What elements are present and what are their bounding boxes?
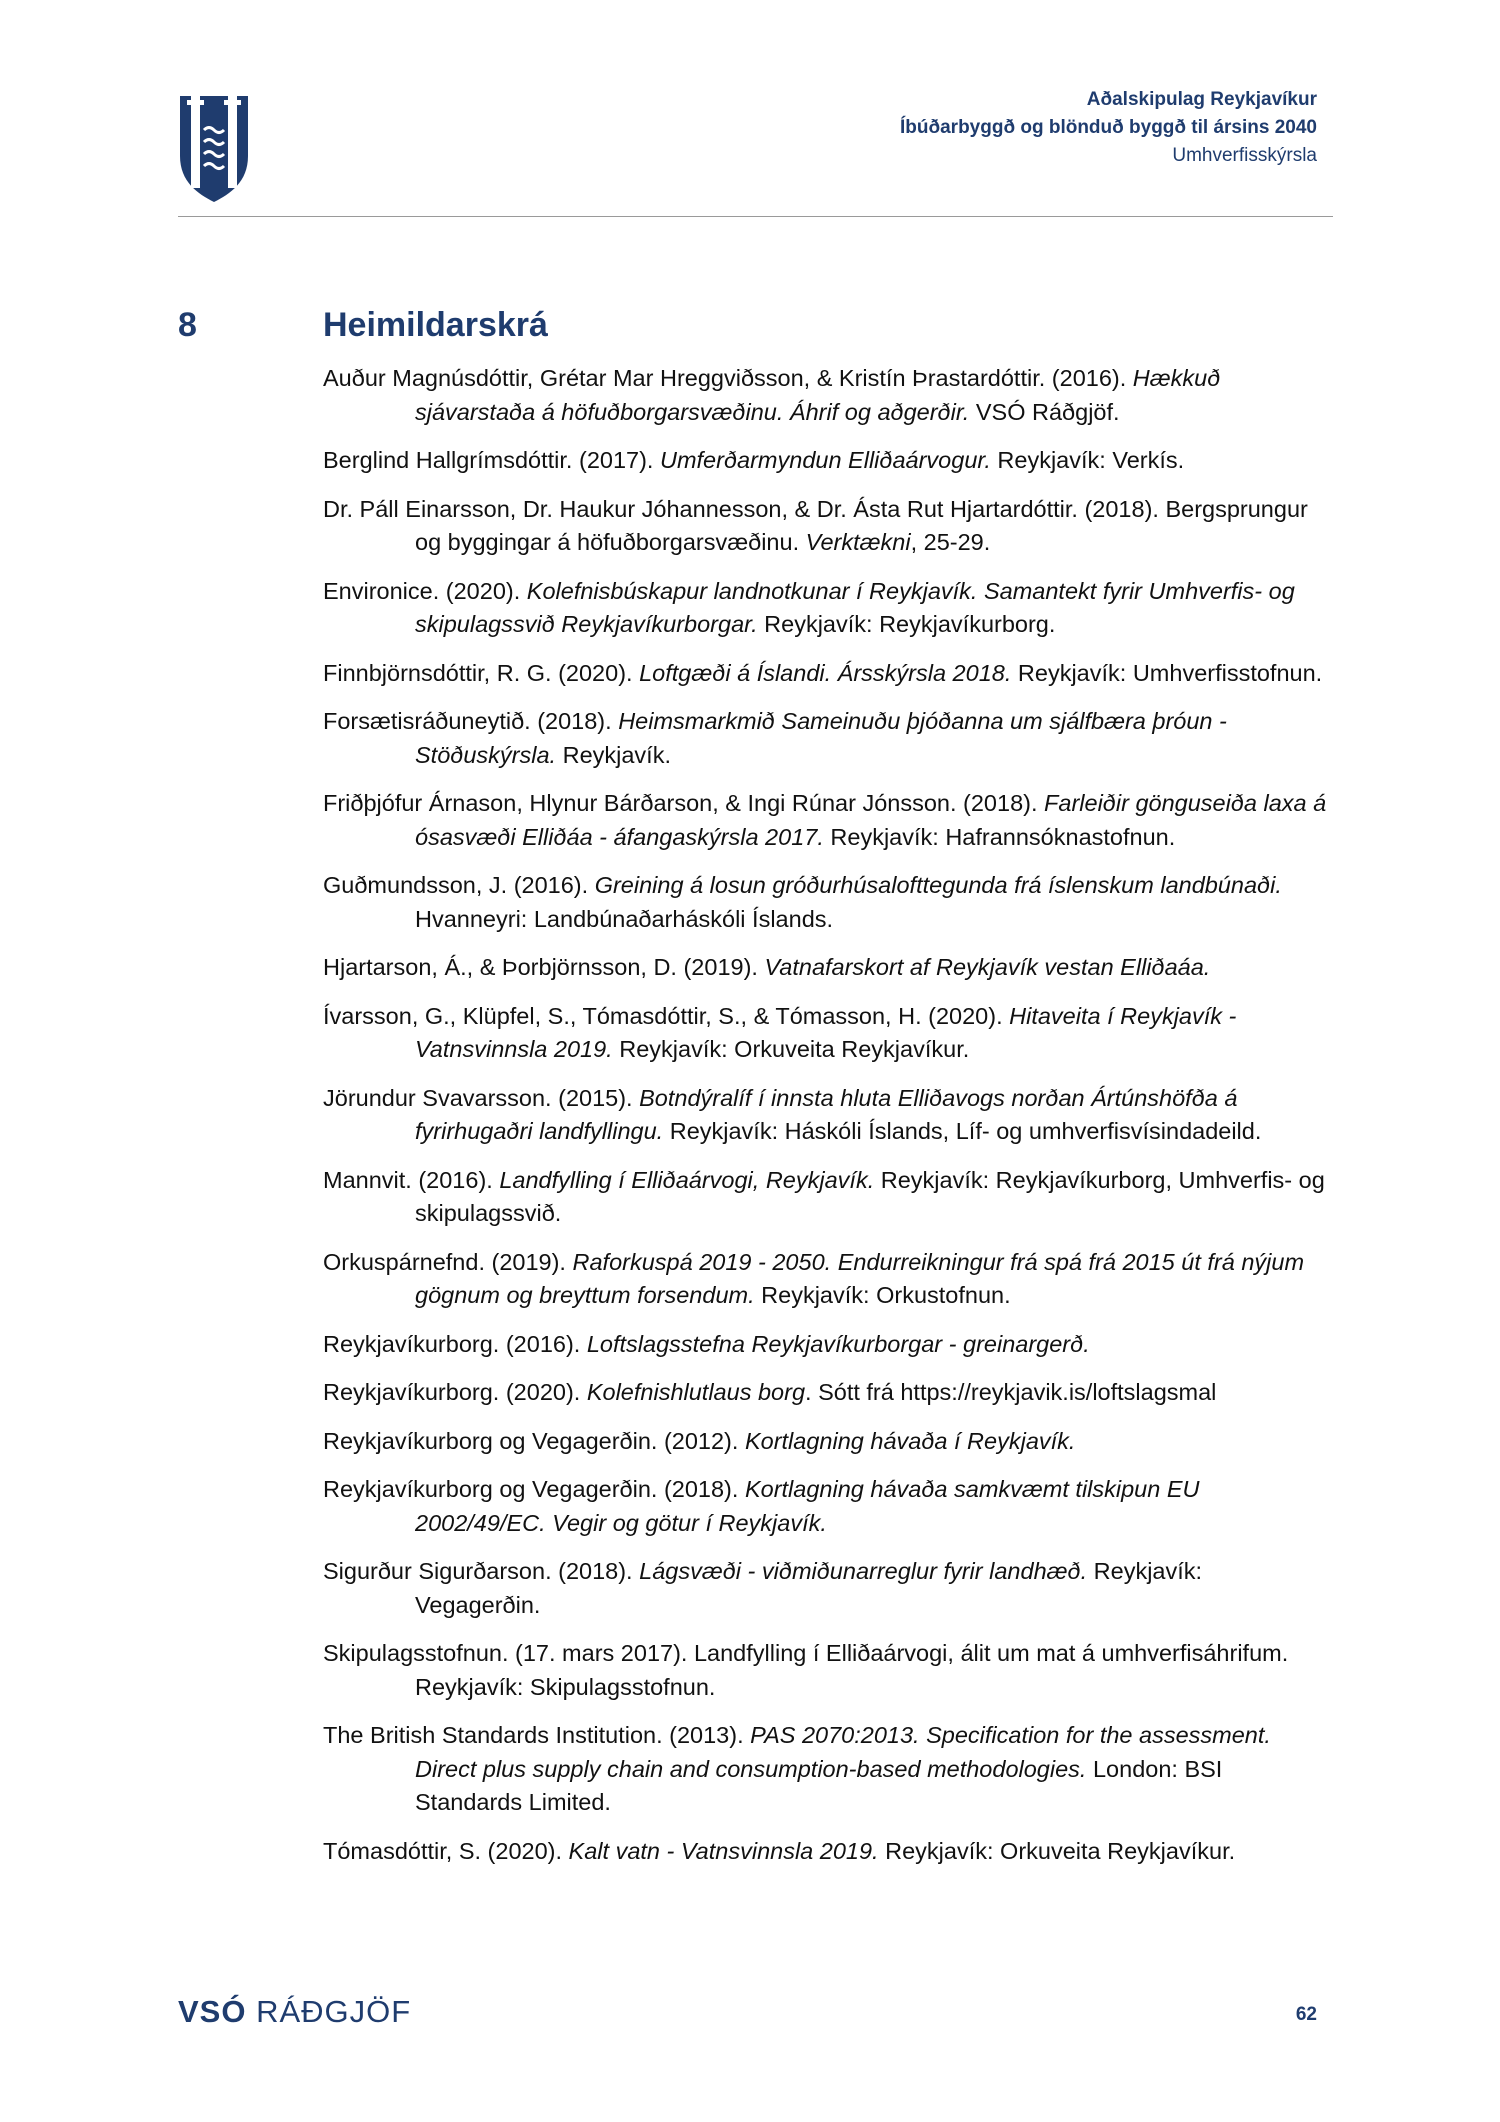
reference-text: Orkuspárnefnd. (2019). [323, 1248, 573, 1275]
reference-title: Lágsvæði - viðmiðunarreglur fyrir landhæð. [639, 1558, 1088, 1584]
reference-text: Reykjavík: Orkuveita Reykjavíkur. [612, 1036, 970, 1062]
reference-entry [323, 493, 1333, 560]
reference-text: Reykjavíkurborg. (2016). [323, 1330, 587, 1357]
reference-text: VSÓ Ráðgjöf. [969, 398, 1120, 425]
reference-text: Skipulagsstofnun. (17. mars 2017). Landfylling í Elliðaárvogi, álit um mat á umhverfisáhrifum. Reykjavík: Skipulagsstofnun. [323, 1640, 1289, 1700]
reference-title: Loftslagsstefna Reykjavíkurborgar - greinargerð. [586, 1330, 1090, 1357]
reference-entry [323, 1000, 1333, 1067]
reference-text: Forsætisráðuneytið. (2018). [323, 708, 619, 734]
reference-title: Kortlagning hávaða samkvæmt tilskipun EU 2002/49/EC. Vegir og götur í Reykjavík. [415, 1476, 1200, 1536]
header-divider [178, 216, 1333, 217]
reference-title: Vatnafarskort af Reykjavík vestan Elliðaáa. [764, 954, 1211, 980]
reference-title: Landfylling í Elliðaárvogi, Reykjavík. [499, 1166, 875, 1193]
reference-text: . Sótt frá https://reykjavik.is/loftslagsmal [805, 1379, 1217, 1405]
reference-text: Reykjavíkurborg og Vegagerðin. (2018). [323, 1476, 745, 1502]
reference-text: , 25-29. [910, 529, 991, 555]
reference-entry [323, 1328, 1333, 1362]
reference-text: Reykjavík: Umhverfisstofnun. [1011, 659, 1323, 686]
reference-list [323, 362, 1333, 1883]
reference-text: Reykjavík: Háskóli Íslands, Líf- og umhverfisvísindadeild. [663, 1118, 1262, 1144]
reference-text: Berglind Hallgrímsdóttir. (2017). [323, 447, 660, 473]
reference-entry [323, 787, 1333, 854]
reference-text: Hvanneyri: Landbúnaðarháskóli Íslands. [415, 905, 834, 932]
reference-entry [323, 1637, 1333, 1704]
reference-title: Kortlagning hávaða í Reykjavík. [744, 1427, 1076, 1454]
reference-text: Jörundur Svavarsson. (2015). [323, 1084, 640, 1111]
reference-text: Reykjavík: Reykjavíkurborg. [757, 611, 1056, 637]
reference-title: Raforkuspá 2019 - 2050. Endurreikningur frá spá frá 2015 út frá nýjum gögnum og breyttum forsendum. [415, 1248, 1305, 1308]
reference-title: Botndýralíf í innsta hluta Elliðavogs norðan Ártúnshöfða á fyrirhugaðri landfyllingu. [415, 1084, 1238, 1144]
reference-text: Tómasdóttir, S. (2020). [323, 1837, 569, 1864]
footer-logo-light: RÁÐGJÖF [256, 1994, 412, 2029]
reference-title: Verktækni [805, 529, 911, 555]
reference-title: Farleiðir gönguseiða laxa á ósasvæði Elliðáa - áfangaskýrsla 2017. [415, 790, 1327, 850]
footer-logo [178, 1994, 411, 2030]
reference-title: Hitaveita í Reykjavík - Vatnsvinnsla 2019. [415, 1002, 1237, 1062]
reference-entry [323, 1719, 1333, 1820]
reference-entry [323, 1425, 1333, 1459]
reference-title: Kalt vatn - Vatnsvinnsla 2019. [568, 1837, 879, 1864]
reference-title: Greining á losun gróðurhúsalofttegunda frá íslenskum landbúnaði. [594, 872, 1282, 898]
reference-text: London: BSI Standards Limited. [415, 1755, 1223, 1815]
section-number: 8 [178, 306, 197, 344]
reference-text: Reykjavík: Verkís. [990, 447, 1185, 473]
reference-entry [323, 1835, 1333, 1869]
reference-text: Reykjavík: Orkustofnun. [754, 1282, 1011, 1308]
reference-entry [323, 1164, 1333, 1231]
reference-entry [323, 657, 1333, 691]
reference-text: Reykjavík: Hafrannsóknastofnun. [823, 823, 1176, 850]
reference-entry [323, 1555, 1333, 1622]
reference-entry [323, 362, 1333, 429]
reference-text: Reykjavík. [556, 741, 671, 768]
reference-entry [323, 1376, 1333, 1410]
reference-text: Mannvit. (2016). [323, 1166, 500, 1193]
document-header [900, 86, 1317, 170]
reference-text: Reykjavík: Vegagerðin. [415, 1558, 1203, 1618]
header-title: Aðalskipulag Reykjavíkur [1086, 89, 1317, 110]
reference-text: Guðmundsson, J. (2016). [323, 872, 595, 898]
page-number: 62 [1295, 2004, 1317, 2025]
reference-text: Ívarsson, G., Klüpfel, S., Tómasdóttir, S., & Tómasson, H. (2020). [323, 1002, 1010, 1029]
reference-title: Umferðarmyndun Elliðaárvogur. [659, 447, 991, 473]
reference-text: Environice. (2020). [323, 577, 527, 604]
reference-text: Auður Magnúsdóttir, Grétar Mar Hreggviðsson, & Kristín Þrastardóttir. (2016). [323, 365, 1133, 391]
reference-text: Reykjavík: Orkuveita Reykjavíkur. [878, 1837, 1236, 1864]
reference-entry [323, 1246, 1333, 1313]
reference-text: The British Standards Institution. (2013). [323, 1722, 751, 1748]
reference-title: Loftgæði á Íslandi. Ársskýrsla 2018. [639, 659, 1012, 686]
header-doc-type: Umhverfisskýrsla [1172, 145, 1317, 166]
reference-text: Finnbjörnsdóttir, R. G. (2020). [323, 659, 640, 686]
reference-text: Reykjavíkurborg og Vegagerðin. (2012). [323, 1427, 745, 1454]
reference-entry [323, 705, 1333, 772]
section-title: Heimildarskrá [323, 306, 548, 344]
header-subtitle: Íbúðarbyggð og blönduð byggð til ársins 2040 [900, 117, 1317, 138]
reference-text: Hjartarson, Á., & Þorbjörnsson, D. (2019). [323, 954, 765, 980]
reference-entry [323, 1473, 1333, 1540]
reference-title: Kolefnishlutlaus borg [586, 1379, 806, 1405]
reykjavik-coat-of-arms-icon [178, 94, 250, 204]
reference-text: Reykjavík: Reykjavíkurborg, Umhverfis- og skipulagssvið. [415, 1166, 1325, 1226]
reference-text: Sigurður Sigurðarson. (2018). [323, 1558, 640, 1584]
reference-text: Dr. Páll Einarsson, Dr. Haukur Jóhannesson, & Dr. Ásta Rut Hjartardóttir. (2018). Bergsprungur og byggingar á höfuðborgarsvæðinu. [323, 495, 1308, 555]
reference-text: Reykjavíkurborg. (2020). [323, 1379, 587, 1405]
reference-title: Kolefnisbúskapur landnotkunar í Reykjavík. Samantekt fyrir Umhverfis- og skipulagssvið Reykjavíkurborgar. [415, 577, 1295, 637]
reference-entry [323, 444, 1333, 478]
footer-logo-bold: VSÓ [178, 1994, 247, 2029]
reference-title: PAS 2070:2013. Specification for the assessment. Direct plus supply chain and consumption-based methodologies. [415, 1722, 1271, 1782]
reference-text: Friðþjófur Árnason, Hlynur Bárðarson, & Ingi Rúnar Jónsson. (2018). [323, 790, 1045, 816]
reference-entry [323, 1082, 1333, 1149]
reference-title: Heimsmarkmið Sameinuðu þjóðanna um sjálfbæra þróun - Stöðuskýrsla. [415, 708, 1227, 768]
reference-entry [323, 869, 1333, 936]
reference-entry [323, 951, 1333, 985]
reference-title: Hækkuð sjávarstaða á höfuðborgarsvæðinu. Áhrif og aðgerðir. [415, 365, 1221, 425]
reference-entry [323, 575, 1333, 642]
